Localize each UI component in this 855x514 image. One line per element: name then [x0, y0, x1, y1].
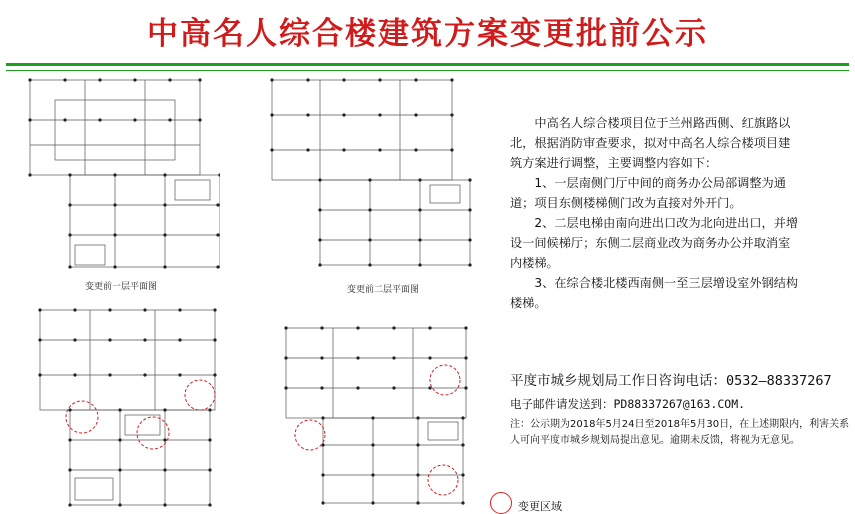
- floor2-after-plan: [278, 320, 473, 508]
- email-text: 电子邮件请发送到：PD88337267@163.COM.: [510, 397, 746, 411]
- announcement-intro: 中高名人综合楼项目位于兰州路西侧、红旗路以北，根据消防审查要求，拟对中高名人综合楼项目建筑方案进行调整，主要调整内容如下：: [510, 116, 791, 170]
- change-area-marker: [430, 365, 460, 395]
- change-area-markers: [295, 365, 460, 495]
- change-area-marker: [295, 420, 325, 450]
- floor1-after-plan: [30, 300, 230, 508]
- floor1-before-plan: [15, 75, 220, 271]
- page-title: 中高名人综合楼建筑方案变更批前公示: [147, 16, 708, 52]
- change-area-markers: [66, 380, 215, 449]
- legend-circle-icon: [490, 492, 512, 514]
- announcement-item-3: 3、在综合楼北楼西南侧一至三层增设室外钢结构楼梯。: [510, 276, 799, 310]
- notice-note: 注：公示期为2018年5月24日至2018年5月30日，在上述期限内，利害关系人可向平度市城乡规划局提出意见。逾期未反馈，将视为无意见。: [510, 419, 850, 446]
- announcement-text: [510, 113, 800, 313]
- title-divider-thin: [6, 70, 849, 71]
- title-divider-thick: [6, 63, 849, 66]
- change-area-marker: [66, 401, 98, 433]
- announcement-item-1: 1、一层南侧门厅中间的商务办公局部调整为通道；项目东侧楼梯侧门改为直接对外开门。: [510, 176, 786, 210]
- legend-label: 变更区域: [518, 500, 562, 513]
- change-area-marker: [185, 380, 215, 410]
- announcement-item-2: 2、二层电梯由南向进出口改为北向进出口，并增设一间候梯厅；东侧二层商业改为商务办公并取消室内楼梯。: [510, 216, 799, 270]
- floor2-before-caption: 变更前二层平面图: [347, 285, 420, 295]
- hotline-text: 平度市城乡规划局工作日咨询电话：0532—88337267: [510, 373, 832, 389]
- change-area-marker: [428, 465, 458, 495]
- floor1-before-caption: 变更前一层平面图: [85, 282, 158, 292]
- floor2-before-plan: [260, 75, 475, 271]
- change-area-marker: [137, 417, 169, 449]
